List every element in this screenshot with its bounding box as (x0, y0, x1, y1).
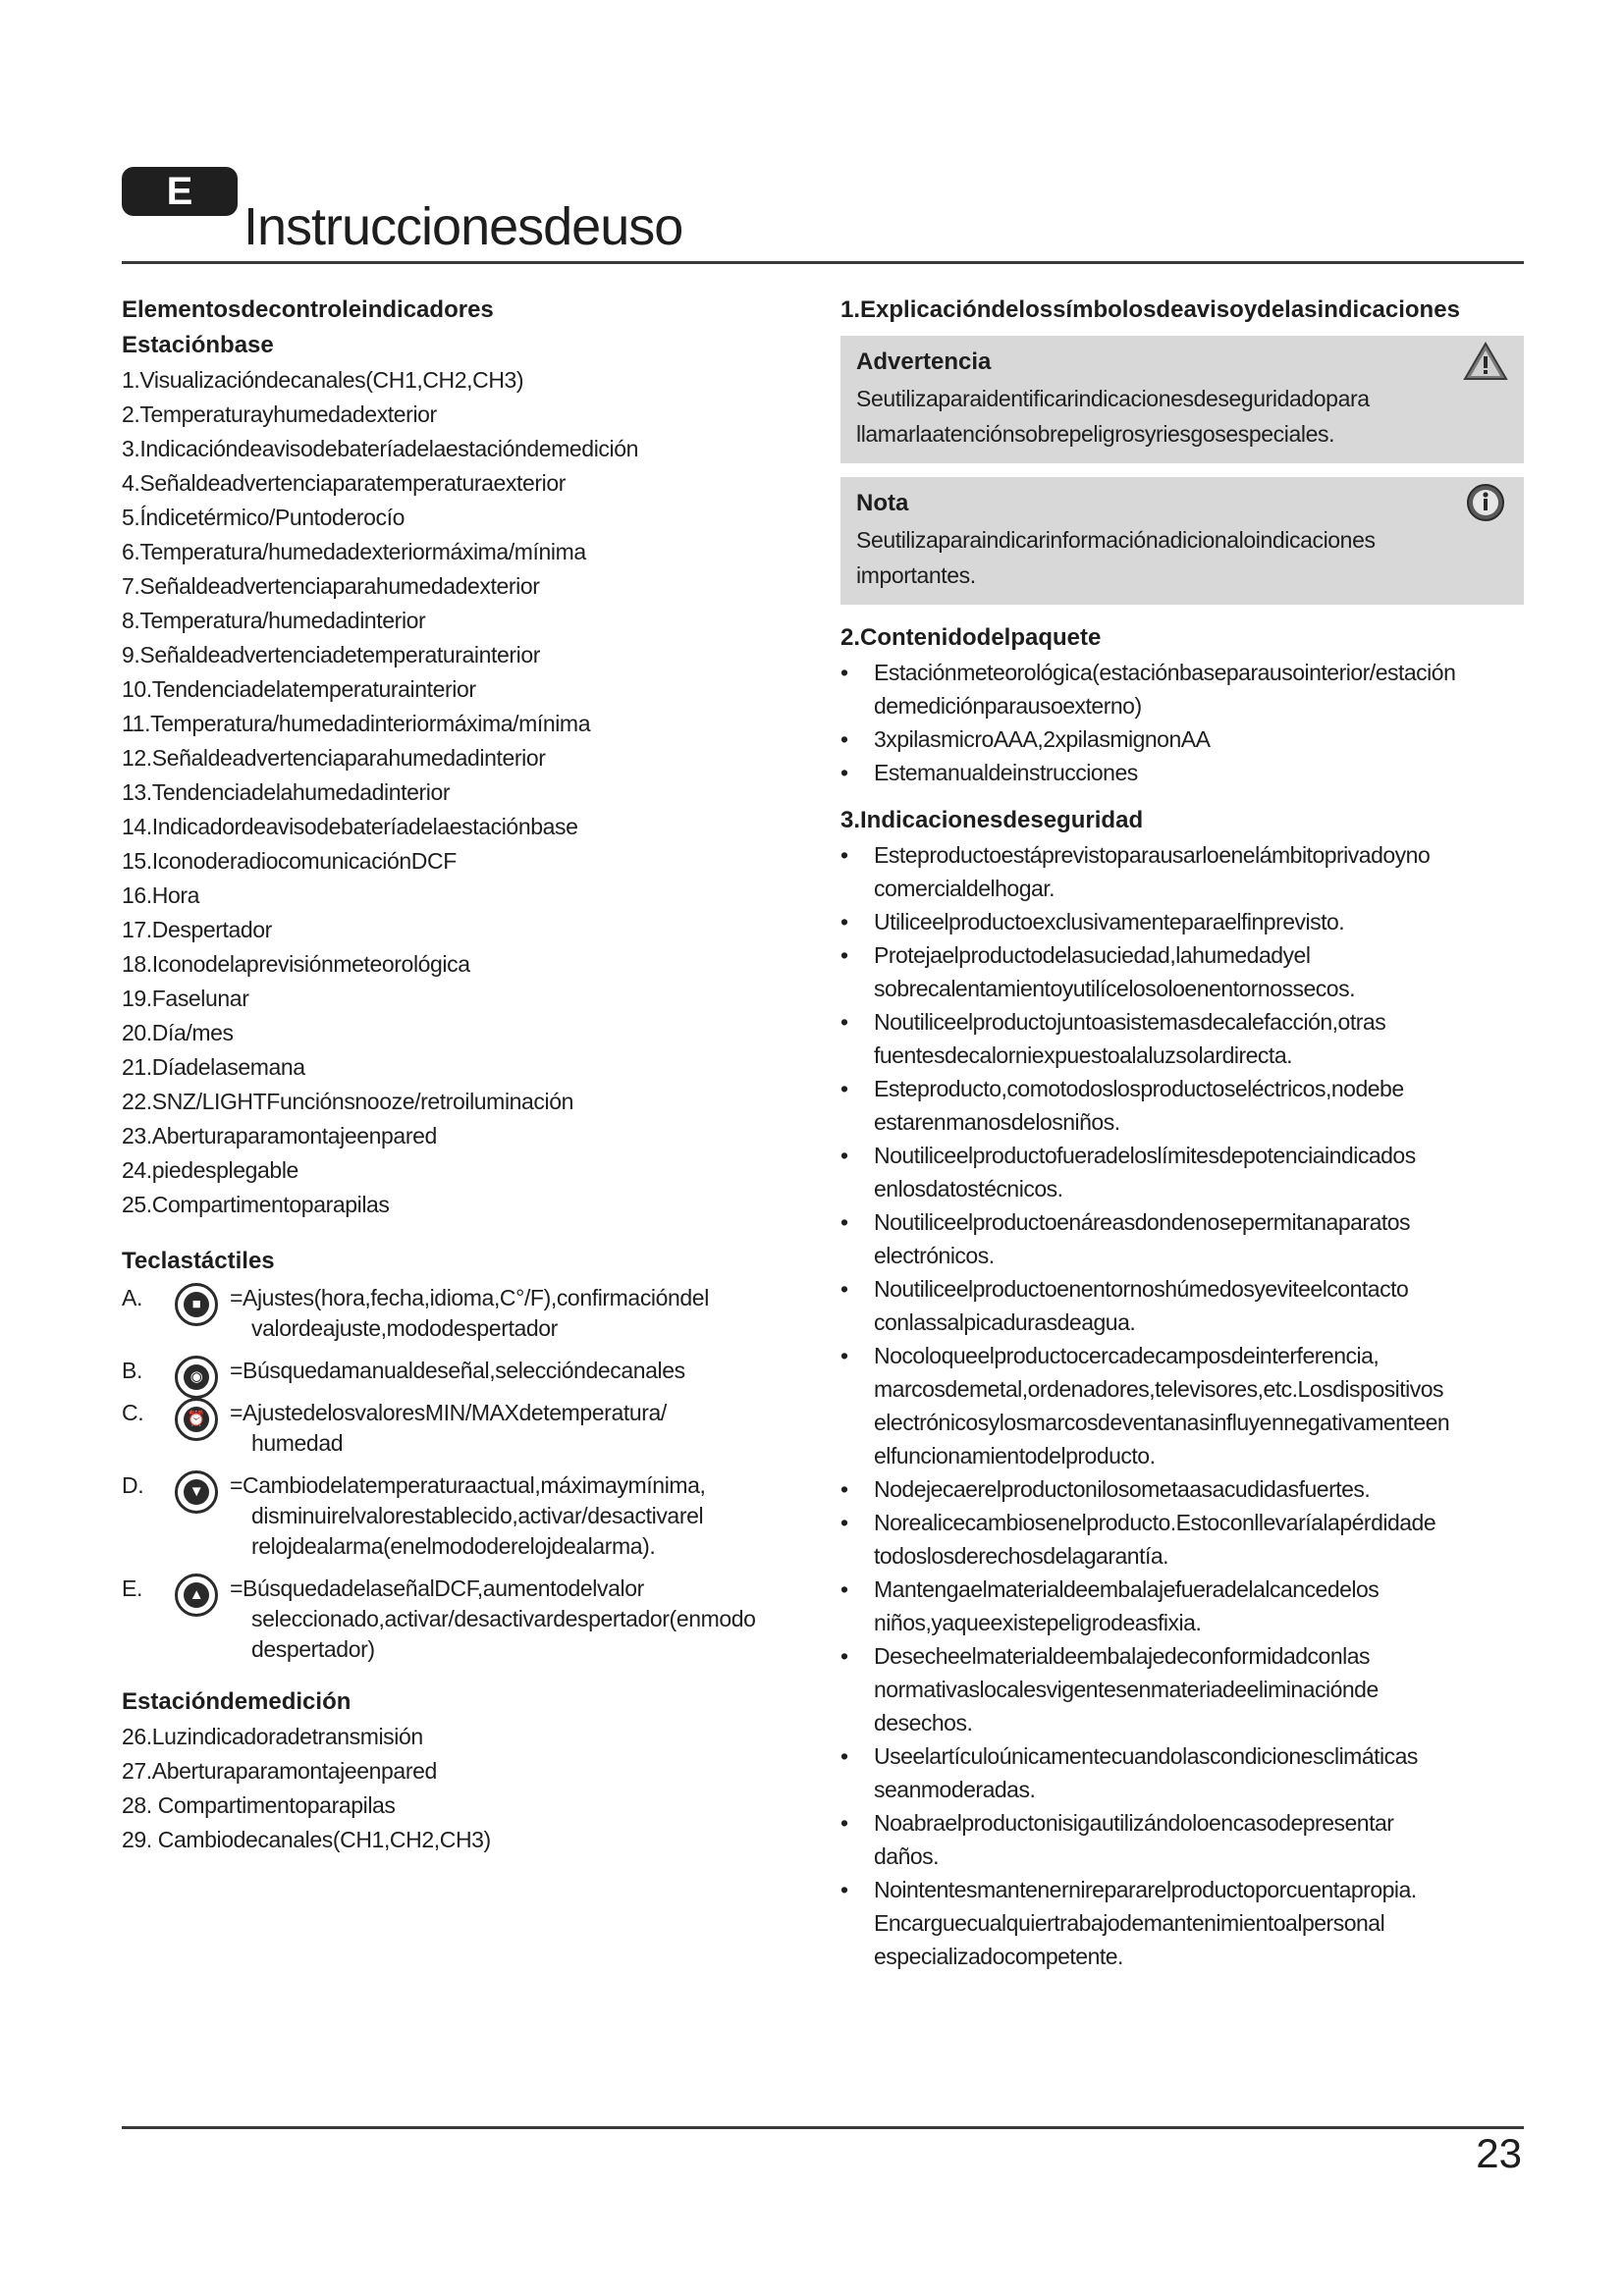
bullet-item (840, 1573, 1524, 1639)
note-line: importantes. (856, 562, 976, 588)
right-column (840, 293, 1524, 1973)
bullet-line: • Noutiliceelproductojuntoasistemasdecalefacción,otras (874, 1009, 1386, 1035)
list-item: 29. Cambiodecanales(CH1,CH2,CH3) (122, 1827, 491, 1852)
bullet-line: • Norealicecambiosenelproducto.Estoconllevaríalapérdidade (874, 1510, 1436, 1535)
bullet-line: demediciónparausoexterno) (874, 693, 1142, 719)
list-item: 17.Despertador (122, 917, 272, 942)
bullet-line: seanmoderadas. (874, 1777, 1036, 1802)
touch-key-description: =Ajustes(hora,fecha,idioma,C°/F),confirmacióndel (230, 1285, 709, 1310)
bullet-line: • 3xpilasmicroAAA,2xpilasmignonAA (874, 726, 1211, 752)
bullet-item (840, 1139, 1524, 1205)
touch-keys-list (122, 1283, 809, 1665)
bullet-line: electrónicosylosmarcosdeventanasinfluyennegativamenteen (874, 1410, 1450, 1435)
info-icon (1463, 483, 1508, 522)
bullet-line: todoslosderechosdelagarantía. (874, 1543, 1169, 1569)
safety-list (840, 838, 1524, 1973)
touch-key-row (122, 1470, 809, 1562)
bullet-line: • Mantengaelmaterialdeembalajefueradelalcancedelos (874, 1576, 1380, 1602)
footer-divider (122, 2126, 1524, 2129)
page-title: Instruccionesdeuso (244, 197, 683, 257)
list-item: 20.Día/mes (122, 1020, 234, 1045)
touch-key-description-cont: despertador) (251, 1636, 375, 1662)
bullet-item (840, 1072, 1524, 1139)
note-box (840, 477, 1524, 605)
bullet-line: • Noabraelproductonisigautilizándoloencasodepresentar (874, 1810, 1394, 1836)
touch-key-letter: D. (122, 1472, 144, 1498)
list-item: 18.Iconodelaprevisiónmeteorológica (122, 951, 470, 977)
arrow-down-icon-glyph: ▼ (184, 1479, 209, 1505)
bullet-line: conlassalpicadurasdeagua. (874, 1309, 1136, 1335)
touch-key-description-cont: relojdealarma(enelmododerelojdealarma). (251, 1533, 656, 1559)
bullet-item (840, 838, 1524, 905)
package-list (840, 656, 1524, 789)
bullet-item (840, 1005, 1524, 1072)
bullet-line: • Estaciónmeteorológica(estaciónbaseparausointerior/estación (874, 660, 1456, 685)
list-item: 9.Señaldeadvertenciadetemperaturainterior (122, 642, 540, 667)
bullet-line: • Desecheelmaterialdeembalajedeconformidadconlas (874, 1643, 1371, 1669)
list-item: 27.Aberturaparamontajeenpared (122, 1758, 437, 1784)
bullet-line: • Esteproductoestáprevistoparausarloenelámbitoprivadoyno (874, 842, 1431, 868)
warning-line: llamarlaatenciónsobrepeligrosyriesgosespeciales. (856, 421, 1335, 447)
bullet-line: electrónicos. (874, 1243, 995, 1268)
bullet-item (840, 1639, 1524, 1739)
list-item: 1.Visualizacióndecanales(CH1,CH2,CH3) (122, 367, 524, 393)
bullet-line: normativaslocalesvigentesenmateriadeeliminaciónde (874, 1677, 1379, 1702)
bullet-line: sobrecalentamientoyutilícelosoloenentornossecos. (874, 976, 1355, 1001)
alarm-clock-icon-glyph: ⏰ (184, 1407, 209, 1432)
list-item: 6.Temperatura/humedadexteriormáxima/mínima (122, 539, 586, 564)
list-item: 8.Temperatura/humedadinterior (122, 608, 426, 633)
bullet-line: elfuncionamientodelproducto. (874, 1443, 1156, 1468)
bullet-line: desechos. (874, 1710, 973, 1735)
left-column (122, 293, 809, 1857)
measuring-station-heading: Estacióndemedición (122, 1688, 352, 1715)
bullet-line: comercialdelhogar. (874, 876, 1056, 901)
bullet-line: • Nodejecaerelproductonilosometaasacudidasfuertes. (874, 1476, 1371, 1502)
note-title: Nota (856, 490, 909, 516)
settings-grid-icon-glyph: ■ (184, 1292, 209, 1317)
touch-key-letter: E. (122, 1575, 142, 1601)
bullet-item (840, 1806, 1524, 1873)
touch-key-description: =Cambiodelatemperaturaactual,máximaymínima, (230, 1472, 706, 1498)
settings-grid-icon (175, 1283, 218, 1326)
bullet-line: especializadocompetente. (874, 1944, 1123, 1969)
touch-key-description: =BúsquedadelaseñalDCF,aumentodelvalor (230, 1575, 644, 1601)
touch-key-row (122, 1283, 809, 1344)
package-heading: 2.Contenidodelpaquete (840, 624, 1102, 651)
list-item: 3.Indicacióndeavisodebateríadelaestacióndemedición (122, 436, 638, 461)
list-item: 21.Díadelasemana (122, 1054, 305, 1080)
bullet-line: • Noutiliceelproductoenentornoshúmedosyeviteelcontacto (874, 1276, 1409, 1302)
bullet-line: estarenmanosdelosniños. (874, 1109, 1120, 1135)
bullet-line: • Nocoloqueelproductocercadecamposdeinterferencia, (874, 1343, 1380, 1368)
touch-key-description-cont: seleccionado,activar/desactivardespertador(enmodo (251, 1606, 756, 1631)
bullet-line: • Esteproducto,comotodoslosproductoseléctricos,nodebe (874, 1076, 1404, 1101)
touch-key-description-cont: humedad (251, 1430, 344, 1456)
bullet-line: enlosdatostécnicos. (874, 1176, 1063, 1201)
list-item: 5.Índicetérmico/Puntoderocío (122, 505, 405, 530)
bullet-item (840, 656, 1524, 722)
warning-triangle-icon (1463, 342, 1508, 381)
touch-key-description-cont: valordeajuste,mododespertador (251, 1315, 558, 1341)
bullet-item (840, 1472, 1524, 1506)
touch-key-row (122, 1398, 809, 1459)
warning-box (840, 336, 1524, 463)
touch-key-description: =Búsquedamanualdeseñal,seleccióndecanales (230, 1358, 685, 1383)
list-item: 25.Compartimentoparapilas (122, 1192, 390, 1217)
touch-key-description: =AjustedelosvaloresMIN/MAXdetemperatura/ (230, 1400, 667, 1425)
arrow-up-icon-glyph: ▲ (184, 1582, 209, 1608)
touch-key-row (122, 1574, 809, 1665)
list-item: 12.Señaldeadvertenciaparahumedadinterior (122, 745, 546, 771)
list-item: 14.Indicadordeavisodebateríadelaestaciónbase (122, 814, 578, 839)
bullet-item (840, 1873, 1524, 1973)
list-item: 16.Hora (122, 882, 200, 908)
arrow-up-icon (175, 1574, 218, 1617)
note-line: Seutilizaparaindicarinformaciónadicionaloindicaciones (856, 527, 1376, 553)
base-station-list (122, 363, 809, 1222)
bullet-line: fuentesdecalorniexpuestoalaluzsolardirecta. (874, 1042, 1293, 1068)
list-item: 7.Señaldeadvertenciaparahumedadexterior (122, 573, 540, 599)
bullet-line: • Nointentesmantenernirepararelproductoporcuentapropia. (874, 1877, 1417, 1902)
touch-key-row (122, 1356, 809, 1386)
arrow-down-icon (175, 1470, 218, 1514)
warning-line: Seutilizaparaidentificarindicacionesdeseguridadopara (856, 386, 1370, 411)
list-item: 10.Tendenciadelatemperaturainterior (122, 676, 476, 702)
bullet-line: daños. (874, 1843, 940, 1869)
bullet-line: • Protejaelproductodelasuciedad,lahumedadyel (874, 942, 1311, 968)
bullet-line: Encarguecualquiertrabajodemantenimientoalpersonal (874, 1910, 1385, 1936)
touch-key-letter: A. (122, 1285, 142, 1310)
page-number: 23 (1476, 2130, 1522, 2176)
bullet-line: • Noutiliceelproductoenáreasdondenosepermitanaparatos (874, 1209, 1411, 1235)
bullet-item (840, 1272, 1524, 1339)
touch-keys-heading: Teclastáctiles (122, 1248, 275, 1274)
language-badge: E (122, 167, 238, 216)
bullet-line: • Useelartículoúnicamentecuandolascondicionesclimáticas (874, 1743, 1418, 1769)
list-item: 23.Aberturaparamontajeenpared (122, 1123, 437, 1148)
signal-search-icon-glyph: ◉ (184, 1364, 209, 1390)
symbols-heading: 1.Explicacióndelossímbolosdeavisoydelasindicaciones (840, 296, 1460, 323)
controls-heading: Elementosdecontroleindicadores (122, 296, 494, 323)
list-item: 13.Tendenciadelahumedadinterior (122, 779, 451, 805)
touch-key-letter: C. (122, 1400, 144, 1425)
list-item: 15.IconoderadiocomunicaciónDCF (122, 848, 457, 874)
warning-title: Advertencia (856, 348, 992, 375)
list-item: 28. Compartimentoparapilas (122, 1792, 396, 1818)
list-item: 22.SNZ/LIGHTFunciónsnooze/retroiluminación (122, 1089, 574, 1114)
bullet-line: marcosdemetal,ordenadores,televisores,etc.Losdispositivos (874, 1376, 1444, 1402)
list-item: 2.Temperaturayhumedadexterior (122, 401, 437, 427)
safety-heading: 3.Indicacionesdeseguridad (840, 807, 1144, 833)
bullet-item (840, 1205, 1524, 1272)
bullet-item (840, 1739, 1524, 1806)
list-item: 19.Faselunar (122, 986, 249, 1011)
bullet-line: • Utiliceelproductoexclusivamenteparaelfinprevisto. (874, 909, 1345, 934)
bullet-line: • Noutiliceelproductofueradeloslímitesdepotenciaindicados (874, 1143, 1416, 1168)
bullet-item (840, 905, 1524, 938)
list-item: 11.Temperatura/humedadinteriormáxima/mínima (122, 711, 591, 736)
base-station-heading: Estaciónbase (122, 332, 274, 358)
touch-key-description-cont: disminuirelvalorestablecido,activar/desactivarel (251, 1503, 704, 1528)
header-divider (122, 261, 1524, 264)
list-item: 4.Señaldeadvertenciaparatemperaturaexterior (122, 470, 567, 496)
bullet-item (840, 1506, 1524, 1573)
signal-search-icon (175, 1356, 218, 1399)
touch-key-letter: B. (122, 1358, 142, 1383)
list-item: 26.Luzindicadoradetransmisión (122, 1724, 423, 1749)
bullet-line: niños,yaqueexistepeligrodeasfixia. (874, 1610, 1202, 1635)
bullet-item (840, 756, 1524, 789)
bullet-item (840, 722, 1524, 756)
bullet-line: • Estemanualdeinstrucciones (874, 760, 1138, 785)
bullet-item (840, 938, 1524, 1005)
measuring-station-list (122, 1720, 809, 1857)
list-item: 24.piedesplegable (122, 1157, 298, 1183)
alarm-clock-icon (175, 1398, 218, 1441)
bullet-item (840, 1339, 1524, 1472)
